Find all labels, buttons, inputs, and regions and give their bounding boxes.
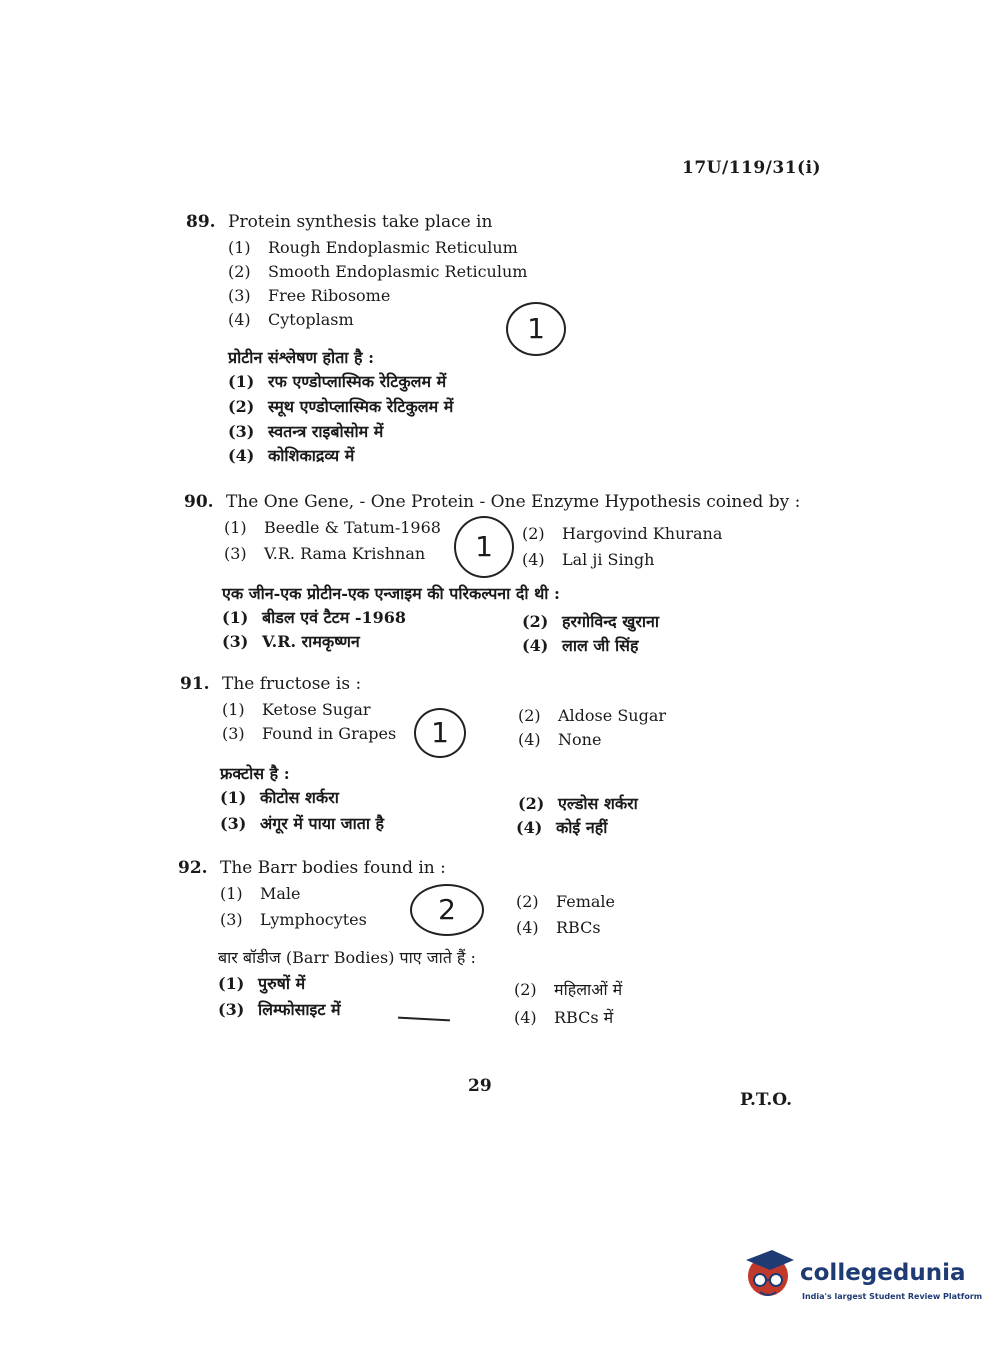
option-hi [518, 792, 638, 814]
option-hi [228, 370, 446, 392]
option-number: (4) [516, 818, 543, 837]
option-text: Smooth Endoplasmic Reticulum [268, 262, 528, 281]
option-hi [222, 630, 360, 652]
option-text: एल्डोस शर्करा [558, 794, 638, 813]
option-hi [222, 606, 406, 628]
option-en [516, 918, 601, 937]
question-number: 89. [186, 212, 216, 232]
option-text: RBCs में [554, 1008, 614, 1027]
option-text: V.R. Rama Krishnan [264, 544, 426, 563]
option-text: अंगूर में पाया जाता है [260, 814, 385, 833]
option-hi [516, 816, 607, 838]
option-number: (2) [228, 262, 251, 281]
option-number: (2) [518, 794, 545, 813]
question-number: 92. [178, 858, 208, 878]
option-en [522, 524, 722, 543]
option-number: (4) [522, 636, 549, 655]
option-en [228, 286, 390, 305]
option-hi [522, 634, 638, 656]
brand-tagline: India's largest Student Review Platform [802, 1292, 983, 1301]
question-text-en: The fructose is : [222, 674, 362, 694]
option-en [222, 700, 371, 719]
option-number: (2) [522, 524, 545, 543]
answer-mark: 2 [410, 884, 484, 936]
option-text: Aldose Sugar [558, 706, 667, 725]
option-number: (3) [228, 286, 251, 305]
option-hi [220, 812, 384, 834]
option-number: (3) [222, 632, 249, 651]
brand-name: collegedunia [800, 1260, 966, 1286]
option-text: RBCs [556, 918, 601, 937]
option-text: Found in Grapes [262, 724, 397, 743]
option-number: (1) [218, 974, 245, 993]
option-number: (3) [228, 422, 255, 441]
option-en [518, 730, 601, 749]
pto-label: P.T.O. [740, 1090, 792, 1110]
option-text: हरगोविन्द खुराना [562, 612, 660, 631]
option-number: (1) [224, 518, 247, 537]
option-number: (3) [224, 544, 247, 563]
option-number: (1) [222, 700, 245, 719]
option-hi [514, 1006, 613, 1028]
question-number: 90. [184, 492, 214, 512]
option-text: लिम्फोसाइट में [258, 1000, 341, 1019]
option-number: (4) [228, 310, 251, 329]
option-text: Male [260, 884, 301, 903]
option-text: रफ एण्डोप्लास्मिक रेटिकुलम में [268, 372, 447, 391]
question-text-hi: प्रोटीन संश्लेषण होता है : [228, 348, 374, 367]
option-hi [514, 978, 622, 1000]
option-text: V.R. रामकृष्णन [262, 632, 360, 651]
option-text: Hargovind Khurana [562, 524, 723, 543]
option-en [522, 550, 654, 569]
option-number: (3) [220, 910, 243, 929]
option-number: (2) [514, 980, 537, 999]
page-number: 29 [468, 1076, 492, 1096]
option-number: (1) [220, 884, 243, 903]
question-text-en: Protein synthesis take place in [228, 212, 493, 232]
option-number: (2) [228, 397, 255, 416]
option-number: (3) [222, 724, 245, 743]
option-hi [228, 444, 354, 466]
option-number: (1) [228, 372, 255, 391]
option-en [220, 884, 301, 903]
question-text-hi: फ्रक्टोस है : [220, 764, 290, 783]
option-number: (2) [516, 892, 539, 911]
option-number: (1) [228, 238, 251, 257]
option-number: (2) [518, 706, 541, 725]
option-number: (3) [220, 814, 247, 833]
option-text: कीटोस शर्करा [260, 788, 339, 807]
option-text: None [558, 730, 602, 749]
option-en [518, 706, 666, 725]
question-text-hi: बार बॉडीज (Barr Bodies) पाए जाते हैं : [218, 948, 476, 967]
option-text: कोई नहीं [556, 818, 608, 837]
option-text: बीडल एवं टैटम -1968 [262, 608, 407, 627]
option-hi [220, 786, 339, 808]
option-text: Lal ji Singh [562, 550, 655, 569]
question-text-hi: एक जीन-एक प्रोटीन-एक एन्जाइम की परिकल्पना दी थी : [222, 584, 560, 603]
option-en [224, 518, 441, 537]
option-text: कोशिकाद्रव्य में [268, 446, 355, 465]
option-hi [218, 998, 341, 1020]
option-en [516, 892, 615, 911]
option-number: (1) [222, 608, 249, 627]
option-number: (4) [514, 1008, 537, 1027]
option-number: (1) [220, 788, 247, 807]
option-text: स्मूथ एण्डोप्लास्मिक रेटिकुलम में [268, 397, 454, 416]
paper-code: 17U/119/31(i) [682, 158, 822, 178]
option-text: लाल जी सिंह [562, 636, 639, 655]
option-hi [522, 610, 659, 632]
option-number: (2) [522, 612, 549, 631]
option-text: पुरुषों में [258, 974, 306, 993]
option-number: (4) [228, 446, 255, 465]
answer-mark: 1 [454, 516, 514, 578]
question-number: 91. [180, 674, 210, 694]
option-hi [218, 972, 305, 994]
option-en [224, 544, 425, 563]
collegedunia-logo-icon [742, 1246, 796, 1306]
answer-mark: 1 [414, 708, 466, 758]
option-text: स्वतन्त्र राइबोसोम में [268, 422, 384, 441]
option-text: Rough Endoplasmic Reticulum [268, 238, 518, 257]
option-text: Free Ribosome [268, 286, 391, 305]
question-text-en: The Barr bodies found in : [220, 858, 446, 878]
option-text: Beedle & Tatum-1968 [264, 518, 441, 537]
option-hi [228, 395, 453, 417]
option-en [222, 724, 396, 743]
question-text-en: The One Gene, - One Protein - One Enzyme Hypothesis coined by : [226, 492, 801, 512]
option-number: (4) [516, 918, 539, 937]
option-number: (3) [218, 1000, 245, 1019]
option-number: (4) [522, 550, 545, 569]
option-en [228, 238, 518, 257]
option-text: Cytoplasm [268, 310, 354, 329]
option-hi [228, 420, 383, 442]
option-text: Ketose Sugar [262, 700, 371, 719]
option-en [220, 910, 367, 929]
option-text: Female [556, 892, 615, 911]
option-text: महिलाओं में [554, 980, 623, 999]
option-text: Lymphocytes [260, 910, 367, 929]
option-number: (4) [518, 730, 541, 749]
pen-stroke [398, 1017, 450, 1022]
option-en [228, 262, 527, 281]
option-en [228, 310, 354, 329]
answer-mark: 1 [506, 302, 566, 356]
